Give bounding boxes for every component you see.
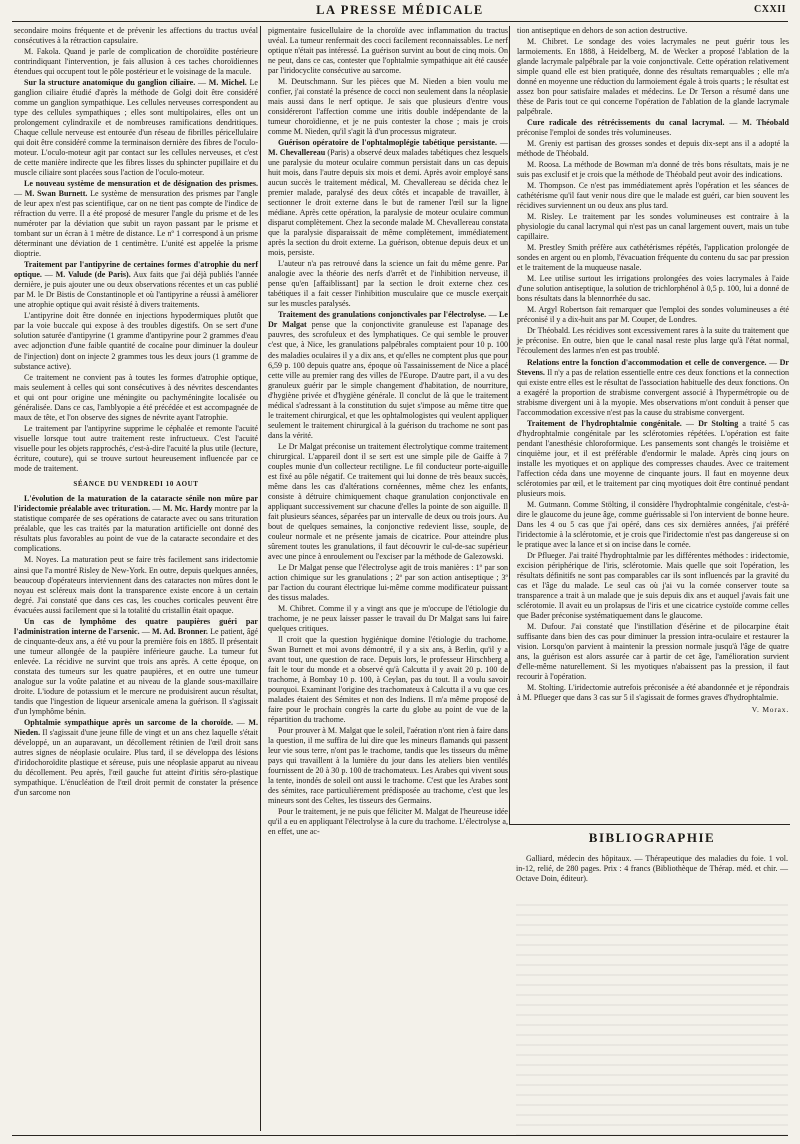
section-s11: Traitement de l'hydrophtalmie congénitale. — Dr Stolting a traité 5 cas d'hydrophtalmie congénitale par les sclérotomies répétées. L'opération est faite pendant l'anesthésie chloroformique. Les pansements sont changés le troisième et cinquième jour, et il est préférable d'endormir le malade. Après cinq jours on installe les myotiques et on applique des compresses chaudes. Avec ce traitement l'affection céda dans une moyenne de cinquante jours. Il faut en moyenne deux sclérotomies par œil, et le traitement par cinq myotiques doit être continué pendant plusieurs mois. xyxy=(517,418,790,498)
section-s4: L'évolution de la maturation de la cataracte sénile non mûre par l'iridectomie préalable avec trituration. — M. Mc. Hardy montre par la statistique comparée de ses opérations de cataracte avec ou sans trituration préalable, que les cas traités par la maturation artificielle ont donné des résultats plus favorables au point de vue de la cataracte secondaire et des complications. xyxy=(14,494,259,554)
section-s3: Traitement par l'antipyrine de certaines formes d'atrophie du nerf optique. — M. Valude (de Paris). Aux faits que j'ai déjà publiés l'année dernière, je puis ajouter une ou deux observations récentes et un cas publié par M. le Dr Bistis de Constantinople et où l'antipyrine a réussi à améliorer une atrophie optique qui avait résisté à divers traitements. xyxy=(14,260,258,310)
section-text: préconise l'emploi de sondes très volumineuses. xyxy=(517,128,672,138)
section-text: Il n'y a pas de relation essentielle entre ces deux fonctions et la connection qui existe entre elles est le résultat de l'association habituelle des deux fonctions. On a exagéré la proportion de strabisme convergent associé à l'hypermétropie ou de strabisme divergent uni à la myopie. Mes observations m'ont conduit à penser que l'accommodation excessive n'est pas la cause du strabisme convergent. xyxy=(517,367,789,417)
paragraph: Ce traitement ne convient pas à toutes les formes d'atrophie optique, mais seulement à celles qui sont consécutives à des névrites descendantes et qui ont pour origine une méningite ou pachyméningite localisée ou généralisée. Dans ce cas, l'amblyopie a été précédée et est accompagnée de maux de tête, et l'on observe des signes de névrite ayant l'atrophie. xyxy=(14,372,258,422)
section-author: Dr Stevens. xyxy=(517,357,789,377)
section-s7: Guérison opératoire de l'ophtalmoplégie tabétique persistante. — M. Chevallereau (Paris) a observé deux malades tabétiques chez lesquels une paralysie du moteur oculaire commun persistait dans un cas depuis huit mois, dans l'autre depuis six mois et demi. Après avoir employé sans aucun succès le traitement médical, M. Chevallereau se décida chez le premier malade, paralysé des deux côtés et incapable de travailler, à sectionner le droit externe dans le but de ramener l'œil sur la ligne médiane. Après cette opération, la paralysie de moteur oculaire commun disparut complètement. Chez la seconde malade M. Chevallereau constata que la paralysie disparaissait de même complètement, immédiatement après la section du droit externe. La guérison, obtenue depuis deux et un mois, persiste. xyxy=(268,138,509,258)
paragraph: M. Greniy est partisan des grosses sondes et depuis dix-sept ans il a adopté la méthode de Théobald. xyxy=(517,139,789,159)
paragraph: Le traitement par l'antipyrine supprime le céphalée et remonte l'acuité visuelle lorsque tout autre traitement reste infructueux. C'est l'acuité visuelle pour les objets rapprochés, c'est-à-dire l'acuité la plus utile (lecture, écriture, couture), qui se trouve surtout heureusement influencée par ce mode de traitement. xyxy=(14,423,258,473)
paragraph: Le Dr Malgat préconise un traitement électrolytique comme traitement chirurgical. L'appareil dont il se sert est une simple pile de Gaiffe à 7 couples munie d'un collecteur rectiligne. Le fil conducteur porte-aiguille est fixé au pôle négatif. Ce traitement qui lui donne de très beaux succès, même dans les cas d'altérations cornéennes, même chez les enfants, consiste à détruire chimiquement chaque granulation conjonctivale en appliquant successivement sur chacune d'elles la pointe de son aiguille. Il fait plusieurs séances, séparées par un intervalle de deux ou trois jours. Au bout de quelques semaines, la conjonctive redevient lisse, souple, de couleur normale et ne présente jamais de cicatrice. Pour atteindre plus sûrement toutes les granulations, il faut découvrir le cul-de-sac supérieur avec une pince à enroulement ou l'exciser par la méthode de Galezowski. xyxy=(268,441,508,561)
paragraph: Le Dr Malgat pense que l'électrolyse agit de trois manières : 1º par son action chimique sur les granulations ; 2º par son action antiseptique ; 3º par l'action du courant électrique lui-même comme modificateur puissant des tissus malades. xyxy=(268,562,508,602)
paragraph: M. Gutmann. Comme Stölting, il considère l'hydrophtalmie congénitale, c'est-à-dire le glaucome du jeune âge, comme guérissable si l'on intervient de bonne heure. Dans les 4 ou 5 cas que j'ai opéré, dans ces six dernières années, j'ai préféré l'iridectomie à la sclérotomie, et je crois que l'iridectomie n'est pas dangereuse si on le pratique avec la lance et si on incise dans le cornée. xyxy=(517,499,789,549)
section-s5: Un cas de lymphôme des quatre paupières guéri par l'administration interne de l'arsenic. — M. Ad. Bronner. Le patient, âgé de cinquante-deux ans, a été vu pour la première fois en 1885. Il présentait une tumeur allongée de la paupière inférieure gauche. La tumeur fut enlevée. La récidive ne survint que trois ans après. A cette époque, on constata des tumeurs sur les quatre paupières, et en outre une tumeur analogue sur la voûte palatine et au niveau de la glande sous-maxillaire droite. L'iodure de potassium et le mercure ne produisirent aucun résultat, tandis que l'ingestion de liqueur arsenicale amena la guérison. Il s'agissait d'un lymphôme bénin. xyxy=(14,616,259,716)
page-number: CXXII xyxy=(754,4,786,15)
paragraph: M. Dufour. J'ai constaté que l'instillation d'ésérine et de pilocarpine était suffisante dans bien des cas pour diminuer la pression intra-oculaire et restaurer la vision. Lorsqu'on parvient à maintenir la pression normale jusqu'à l'âge de quatre ans, la guérison est alors assurée car à partir de cet âge, l'amélioration survient d'elle-même naturellement. Si les myotiques n'abaissent pas la pression, il faut recourir à l'opération. xyxy=(517,621,789,681)
paragraph: M. Fakola. Quand je parle de complication de choroïdite postérieure contrindiquant l'intervention, je fais allusion à ces taches choroïdiennes étendues qui occupent tout le pôle postérieur et le voisinage de la macule. xyxy=(14,47,258,77)
section-text: Le patient, âgé de cinquante-deux ans, a été vu pour la première fois en 1885. Il présentait une tumeur allongée de la paupière inférieure gauche. La tumeur fut enlevée. La récidive ne survint que trois ans après. A cette époque, on constata des tumeurs sur les quatre paupières, et en outre une tumeur analogue sur la voûte palatine et au niveau de la glande sous-maxillaire droite. L'iodure de potassium et le mercure ne produisirent aucun résultat, tandis que l'ingestion de liqueur arsenicale amena la guérison. Il s'agissait d'un lymphôme bénin. xyxy=(14,626,259,716)
section-text: (Paris) a observé deux malades tabétiques chez lesquels une paralysie du moteur oculaire commun persistait dans un cas depuis huit mois, dans l'autre depuis six mois et demi. Après avoir employé sans aucun succès le traitement médical, M. Chevallereau se décida chez le premier malade, paralysé des deux côtés et incapable de travailler, à sectionner le droit externe dans le but de ramener l'œil sur la ligne médiane. Après cette opération, la paralysie de moteur oculaire commun disparut complètement. Chez la seconde malade M. Chevallereau constata que la paralysie disparaissait de même complètement, immédiatement après la section du droit externe. La guérison, obtenue depuis deux et un mois, persiste. xyxy=(268,148,508,258)
bleed-through-area xyxy=(516,904,788,1144)
section-s8: Traitement des granulations conjonctivales par l'électrolyse. — Le Dr Malgat pense que la conjonctivite granuleuse est l'apanage des pauvres, des scrofuleux et des lymphatiques. Ce qui semble le prouver c'est que, à Nice, les granulations palpébrales comptaient pour 10 p. 100 des maladies oculaires il y a dix ans, et qu'elles ne comptent plus que pour 6,59 p. 100 depuis quatre ans, époque où l'assainissement de Nice a placé cette ville au premier rang des villes de l'Europe. D'autre part, il a vu des granuleux guérir par le simple changement d'habitation, de nourriture, d'hygiène privée et d'hygiène générale. Il conclut de là que le traitement médical s'adressant à la constitution du sujet s'impose au même titre que le traitement chirurgical, et que les ophtalmologistes qui veulent appliquer seulement le traitement chirurgical à la guérison du trachome ne sont pas dans la vérité. xyxy=(268,310,508,440)
section-author: Le Dr Malgat xyxy=(268,310,508,330)
paragraph: Pour le traitement, je ne puis que féliciter M. Malgat de l'heureuse idée qu'il a eu en appliquant l'électrolyse à la cure du trachome. L'électrolyse a, en effet, une ac- xyxy=(268,807,508,837)
section-author: M. Ad. Bronner. xyxy=(151,626,208,636)
section-title: Ophtalmie sympathique après un sarcome de la choroïde. xyxy=(24,717,233,727)
journal-title: LA PRESSE MÉDICALE xyxy=(316,3,484,17)
column-2 xyxy=(260,26,508,1131)
section-title: Sur la structure anatomique du ganglion ciliaire. xyxy=(24,78,196,88)
paragraph: pigmentaire fusicellulaire de la choroïde avec inflammation du tractus uvéal. La tumeur renfermait des cocci facilement reconnaissables. Le nerf optique n'était pas intéressé. La guérison survint au bout de cinq mois. On ne peut, dans ce cas, contester que l'ophtalmie sympathique ait été causée par l'iridocyclite consécutive au sarcome. xyxy=(268,26,508,76)
section-author: M. Valude (de Paris). xyxy=(55,270,131,280)
section-text: Le système de mensuration des prismes par l'angle de leur apex n'est pas scientifique, car on ne tient pas compte de l'indice de réfraction du verre. Il a été proposé de mesurer l'angle du prisme et de les numéroter par la déviation que subit un rayon passant par le prisme et tombant sur un écran à 1 mètre de distance. Le nº 1 correspond à un prisme déterminant une déviation de 1 centimètre. L'unité est appelée la prisme dioptrie. xyxy=(14,189,259,259)
page-header xyxy=(0,0,800,22)
section-title: Un cas de lymphôme des quatre paupières guéri par l'administration interne de l'arsenic. xyxy=(14,616,258,636)
paragraph: M. Chibret. Comme il y a vingt ans que je m'occupe de l'étiologie du trachome, je ne peux laisser passer le travail du Dr Malgat sans lui faire quelques critiques. xyxy=(268,603,508,633)
paragraph: L'auteur n'a pas retrouvé dans la science un fait du même genre. Par analogie avec la théorie des nerfs d'arrêt et de l'inhibition nerveuse, il pense qu'en [affaiblissant] par la section le droit externe chez ces tabétiques il a fait cesser l'inhibition musculaire que ce muscle exerçait sur les muscles paralysés. xyxy=(268,259,508,309)
section-title: Traitement par l'antipyrine de certaines formes d'atrophie du nerf optique. xyxy=(14,260,258,280)
section-author: M. Nieden. xyxy=(14,717,258,737)
section-title: Traitement de l'hydrophtalmie congénitale. xyxy=(527,418,682,428)
paragraph: M. Argyl Robertson fait remarquer que l'emploi des sondes volumineuses a été préconisé il y a dix-huit ans par M. Couper, de Londres. xyxy=(517,305,789,325)
section-text: Aux faits que j'ai déjà publiés l'année dernière, je puis ajouter une ou deux observations récentes et un cas publié par M. le Dr Bistis de Constantinople et où l'antipyrine a réussi à améliorer une atrophie optique qui avait résisté à divers traitements. xyxy=(14,270,258,310)
section-text: montre par la statistique comparée de ses opérations de cataracte avec ou sans trituration préalable, que les cas traités par la maturation artificielle ont donné des résultats plus favorables au point de vue de la cataracte secondaire et des complications. xyxy=(14,504,259,554)
header-rule xyxy=(12,21,788,22)
section-author: Dr Stolting xyxy=(698,418,739,428)
paragraph: Dr Pflueger. J'ai traité l'hydrophtalmie par les différentes méthodes : iridectomie, excision périphérique de l'iris, sclérotomie. Mais quelle que soit l'opération, les résultats définitifs ne sont pas comparables car ils sont influencés par la gravité du cas et l'âge du malade. Le seul cas où j'ai vu la cornée conserver toute sa transparence a trait à un malade que je suis depuis dix ans et auquel j'avais fait une sclérotomie. Il avait eu un prolapsus de l'iris et une cicatrice cystoïde comme celles que Bader préconise systématiquement dans le glaucome. xyxy=(517,550,789,620)
column-3 xyxy=(509,26,789,824)
footer-rule xyxy=(12,1135,788,1136)
section-text: Le ganglion ciliaire étudié d'après la méthode de Golgi doit être considéré comme un ganglion sympathique. Les cellules nerveuses correspondent au type des cellules sympathiques ; elles sont multipolaires, elles ont un prolongement cylindraxile et de nombreuses ramifications dendritiques. Chaque cellule nerveuse est entourée d'un réseau de fibrilles péricellulaire qui doit être considéré comme la terminaison dernière des fibres de l'oculo-moteur. L'oculo-moteur agit par contact sur les cellules nerveuses, et c'est de cette manière indirecte que les fibres lisses du sphincter pupillaire et du muscle ciliaire sont placées sous l'action de l'oculo-moteur. xyxy=(14,78,259,178)
paragraph: secondaire moins fréquente et de prévenir les affections du tractus uvéal consécutives à la rétraction capsulaire. xyxy=(14,26,258,46)
section-title: Le nouveau système de mensuration et de désignation des prismes. xyxy=(24,179,258,189)
section-text: pense que la conjonctivite granuleuse est l'apanage des pauvres, des scrofuleux et des lymphatiques. Ce qui semble le prouver c'est que, à Nice, les granulations palpébrales comptaient pour 10 p. 100 des maladies oculaires il y a dix ans, et qu'elles ne comptent plus que pour 6,59 p. 100 depuis quatre ans, époque où l'assainissement de Nice a placé cette ville au premier rang des villes de l'Europe. D'autre part, il a vu des granuleux guérir par le simple changement d'habitation, de nourriture, d'hygiène privée et d'hygiène générale. Il conclut de là que le traitement médical s'adressant à la constitution du sujet s'impose au même titre que le traitement chirurgical, et que les ophtalmologistes qui veulent appliquer seulement le traitement chirurgical à la guérison du trachome ne sont pas dans la vérité. xyxy=(268,320,508,440)
section-author: M. Théobald xyxy=(742,118,789,128)
section-author: M. Swan Burnett. xyxy=(24,189,88,199)
section-s6: Ophtalmie sympathique après un sarcome de la choroïde. — M. Nieden. Il s'agissait d'une jeune fille de vingt et un ans chez laquelle s'était développé, un an auparavant, un décollement rétinien de l'œil droit sans autres signes de néoplasie oculaire. Plus tard, il se développa des lésions d'iridochoroïdite plastique et séreuse, puis une néoplasie apparut au niveau du décollement. Peu après, l'œil gauche fut atteint d'iritis séro-plastique sympathique. L'énucléation de l'œil droit permit de constater la présence d'un sarcome non xyxy=(14,717,258,797)
author-signature: V. Morax. xyxy=(751,705,789,715)
paragraph: Dr Théobald. Les récidives sont excessivement rares à la suite du traitement que je préconise. En outre, bien que le canal nasal reste plus large qu'à l'état normal, l'écoulement des larmes n'en est pas troublé. xyxy=(517,326,789,356)
paragraph: M. Roosa. La méthode de Bowman m'a donné de très bons résultats, mais je ne suis pas exclusif et je crois que la méthode de Théobald peut avoir des indications. xyxy=(517,160,789,180)
paragraph: Il croit que la question hygiénique domine l'étiologie du trachome. Swan Burnett et moi avons démontré, il y a six ans, à Berlin, qu'il y a avant tout, une question de race. Depuis lors, le professeur Hirschberg a fait le tour du monde et a observé qu'à Calcutta il y avait 20 p. 100 de trachome, à Bombay 10 p. 100, à Ceylan, pas du tout. Il a voulu savoir pourquoi. Examinant l'origine des trachomateux à Calcutta il a vu que ces malades étaient des Sémites et non des Indiens. Il m'a même proposé de faire pour le prochain congrès la carte du globe au point de vue de la répartition du trachome. xyxy=(268,634,508,725)
section-title: Traitement des granulations conjonctivales par l'électrolyse. xyxy=(278,310,487,320)
section-author: M. Chevallereau xyxy=(268,148,326,158)
paragraph: M. Prestley Smith préfère aux cathétérismes répétés, l'application prolongée de sondes en argent ou en plomb, l'évacuation fréquente du contenu du sac par pression et le traitement de la muqueuse nasale. xyxy=(517,243,789,273)
column-1 xyxy=(14,26,258,1131)
section-s10: Relations entre la fonction d'accommodation et celle de convergence. — Dr Stevens. Il n'y a pas de relation essentielle entre ces deux fonctions et la connection qui existe entre elles est le résultat de l'association habituelle des deux fonctions. On a exagéré la proportion de strabisme convergent associé à l'hypermétropie ou de strabisme divergent uni à la myopie. Mes observations m'ont conduit à penser que l'accommodation excessive n'est pas la cause du strabisme convergent. xyxy=(517,357,789,417)
paragraph: L'antipyrine doit être donnée en injections hypodermiques plutôt que par la voie buccale qui expose à des troubles digestifs. On se sert d'une solution saturée d'antipyrine (1 gramme d'antipyrine pour 2 grammes d'eau avec adjonction d'une faible quantité de cocaïne pour diminuer la douleur de l'injection) dont on injecte 2 grammes tous les deux jours (1 gramme de substance active). xyxy=(14,311,258,371)
section-author: M. Mc. Hardy xyxy=(162,504,213,514)
section-s9: Cure radicale des rétrécissements du canal lacrymal. — M. Théobald préconise l'emploi de sondes très volumineuses. xyxy=(517,118,789,138)
section-text: a traité 5 cas d'hydrophtalmie congénitale par les sclérotomies répétées. L'opération est faite pendant l'anesthésie chloroformique. Les pansements sont changés le troisième et cinquième jour, et il est préférable d'endormir le malade. Après cinq jours on installe les myotiques et on applique des compresses chaudes. Avec ce traitement l'affection céda dans une moyenne de cinquante jours. Il faut en moyenne deux sclérotomies par œil, et le traitement par cinq myotiques doit être continué pendant plusieurs mois. xyxy=(517,418,790,498)
session-heading: SÉANCE DU VENDREDI 10 AOUT xyxy=(73,479,199,488)
paragraph: M. Deutschmann. Sur les pièces que M. Nieden a bien voulu me confier, j'ai constaté la présence de cocci non seulement dans la néoplasie mais aussi dans le nerf optique. Je sais que plusieurs d'entre vous considéreront l'affection comme une iritis double indépendante de la tumeur choroïdienne, et je ne puis contester la chose ; mais je crois comme M. Nieden, qu'il s'agit là d'un processus migrateur. xyxy=(268,77,508,137)
section-text: Il s'agissait d'une jeune fille de vingt et un ans chez laquelle s'était développé, un an auparavant, un décollement rétinien de l'œil droit sans autres signes de néoplasie oculaire. Plus tard, il se développa des lésions d'iridochoroïdite plastique et séreuse, puis une néoplasie apparut au niveau du décollement. Peu après, l'œil gauche fut atteint d'iritis séro-plastique sympathique. L'énucléation de l'œil droit permit de constater la présence d'un sarcome non xyxy=(14,727,258,797)
bibliography-section xyxy=(516,830,788,1144)
paragraph: M. Chibret. Le sondage des voies lacrymales ne peut guérir tous les larmoiements. En 1888, à Heidelberg, M. de Wecker a proposé l'ablation de la glande lacrymale palpébrale par la voie conjonctivale. Cette opération relativement simple quand elle est bien pratiquée, donne des résultats remarquables ; elle m'a donné en moyenne une réduction du larmoiement égale à trois quarts ; le résultat est assez bon pour satisfaire malades et médecins. Le Dr Terson a résumé dans une thèse de Paris tout ce qui concerne l'opération de l'ablation de la glande lacrymale palpébrale. xyxy=(517,37,789,117)
paragraph: M. Risley. Le traitement par les sondes volumineuses est contraire à la physiologie du canal lacrymal qui n'est pas un canal largement ouvert, mais un tube capillaire. xyxy=(517,212,789,242)
section-author: M. Michel. xyxy=(208,78,247,88)
paragraph: M. Lee utilise surtout les irrigations prolongées des voies lacrymales à l'aide d'une solution antiseptique, la solution de trichlorphénol à 0,5 p. 100, lui a donné de bons résultats dans la blennorrhée du sac. xyxy=(517,274,789,304)
bibliography-heading: BIBLIOGRAPHIE xyxy=(588,830,716,845)
paragraph: M. Stolting. L'iridectomie autrefois préconisée a été abandonnée et je répondrais à M. Pflueger que dans 3 cas sur 5 il s'agissait de formes graves d'hydrophtalmie. xyxy=(517,683,789,703)
section-title: L'évolution de la maturation de la cataracte sénile non mûre par l'iridectomie préalable avec trituration. xyxy=(14,494,258,514)
section-title: Guérison opératoire de l'ophtalmoplégie tabétique persistante. xyxy=(278,138,498,148)
bibliography-rule xyxy=(509,824,790,825)
section-title: Cure radicale des rétrécissements du canal lacrymal. xyxy=(527,118,725,128)
paragraph: Pour prouver à M. Malgat que le soleil, l'aération n'ont rien à faire dans la question, il me suffira de lui dire que les mineurs flamands qui passent leur vie sous terre, n'ont pas le trachome, tandis que les tisseurs du même pays qui travaillent à la lumière du jour dans les ateliers bien ventilés fournissent de 20 à 30 p. 100 de trachomateux. Les Arabes qui vivent sous la tente, inondés de soleil ont aussi le trachome. C'est que les Arabes sont des sémites, race particulièrement prédisposée au trachome, c'est que les mineurs sont des Celtes, les tisseurs des Germains. xyxy=(268,726,508,806)
section-title: Relations entre la fonction d'accommodation et celle de convergence. xyxy=(527,357,767,367)
bibliography-entry: Galliard, médecin des hôpitaux. — Thérapeutique des maladies du foie. 1 vol. in-12, relié, de 280 pages. Prix : 4 francs (Bibliothèque de Thérap. méd. et chir. — Octave Doin, éditeur). xyxy=(516,854,788,884)
section-s2: Le nouveau système de mensuration et de désignation des prismes. — M. Swan Burnett. Le système de mensuration des prismes par l'angle de leur apex n'est pas scientifique, car on ne tient pas compte de l'indice de réfraction du verre. Il a été proposé de mesurer l'angle du prisme et de les numéroter par la déviation que subit un rayon passant par le prisme et tombant sur un écran à 1 mètre de distance. Le nº 1 correspond à un prisme déterminant une déviation de 1 centimètre. L'unité est appelée la prisme dioptrie. xyxy=(14,179,259,259)
section-s1: Sur la structure anatomique du ganglion ciliaire. — M. Michel. Le ganglion ciliaire étudié d'après la méthode de Golgi doit être considéré comme un ganglion sympathique. Les cellules nerveuses correspondent au type des cellules sympathiques ; elles sont multipolaires, elles ont un prolongement cylindraxile et de nombreuses ramifications dendritiques. Chaque cellule nerveuse est entourée d'un réseau de fibrilles péricellulaire qui doit être considéré comme la terminaison dernière des fibres de l'oculo-moteur. L'oculo-moteur agit par contact sur les cellules nerveuses, et c'est de cette manière indirecte que les fibres lisses du sphincter pupillaire et du muscle ciliaire sont placées sous l'action de l'oculo-moteur. xyxy=(14,78,259,178)
paragraph: M. Thompson. Ce n'est pas immédiatement après l'opération et les séances de cathétérisme qu'il faut venir nous dire que le malade est guéri, car bien souvent les récidives surviennent un ou deux ans plus tard. xyxy=(517,181,789,211)
paragraph: M. Noyes. La maturation peut se faire très facilement sans iridectomie ainsi que l'a montré Risley de New-York. En outre, depuis quelques années, beaucoup d'opérateurs interviennent dans des cataractes non mûres dont le noyau est scléreux mais dont la transparence existe encore à un certain degré. J'ai constaté que dans ces cas, les couches corticales peuvent être évacuées aussi facilement que si la totalité du cristallin était opaque. xyxy=(14,555,258,615)
paragraph: tion antiseptique en dehors de son action destructive. xyxy=(517,26,688,35)
